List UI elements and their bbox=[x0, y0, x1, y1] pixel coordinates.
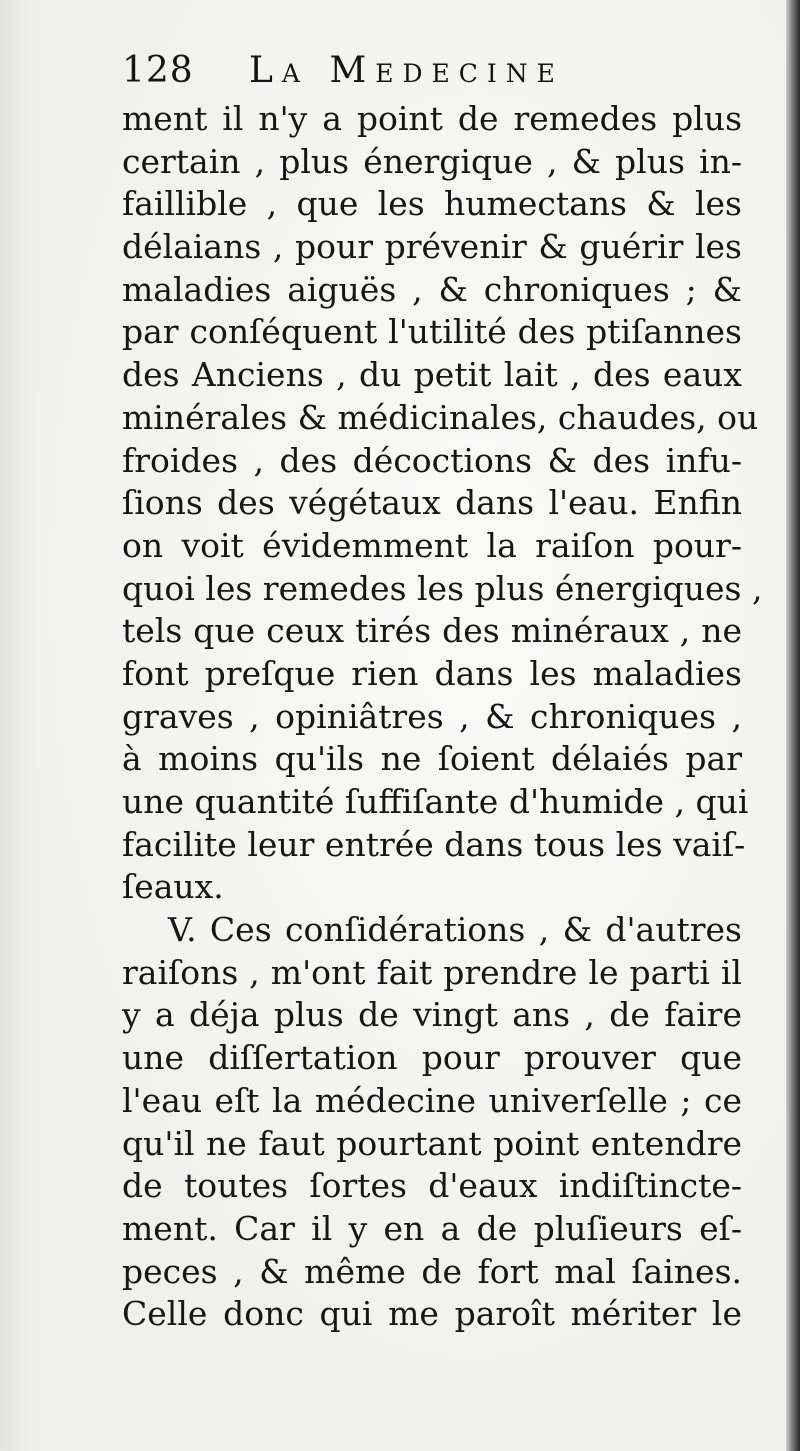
text-line: de toutes ſortes d'eaux indiſtincte- bbox=[122, 1166, 742, 1206]
page-number: 128 bbox=[122, 50, 194, 91]
text-line: graves , opiniâtres , & chroniques , bbox=[122, 696, 742, 736]
text-line: quoi les remedes les plus énergiques , bbox=[122, 568, 763, 608]
page-edge-shadow bbox=[786, 0, 800, 1451]
text-line: peces , & même de fort mal ſaines. bbox=[122, 1251, 742, 1291]
text-line: des Anciens , du petit lait , des eaux bbox=[122, 355, 742, 395]
text-line: Celle donc qui me paroît mériter le bbox=[122, 1294, 742, 1334]
running-title: La Medecine bbox=[249, 50, 564, 91]
text-line: délaians , pour prévenir & guérir les bbox=[122, 227, 742, 267]
text-line: font preſque rien dans les maladies bbox=[122, 653, 742, 693]
text-line: froides , des décoctions & des infu- bbox=[122, 440, 742, 480]
text-line: par conſéquent l'utilité des ptiſannes bbox=[122, 312, 742, 352]
text-line: on voit évidemment la raiſon pour- bbox=[122, 525, 742, 565]
text-line: faillible , que les humectans & les bbox=[122, 184, 742, 224]
text-line: minérales & médicinales, chaudes, ou bbox=[122, 397, 759, 437]
text-line: qu'il ne faut pourtant point entendre bbox=[122, 1123, 742, 1163]
body-text bbox=[122, 98, 763, 1336]
text-line: une diſſertation pour prouver que bbox=[122, 1038, 742, 1078]
text-line: à moins qu'ils ne ſoient délaiés par bbox=[122, 739, 742, 779]
text-line: une quantité ſuffiſante d'humide , qui bbox=[122, 782, 749, 821]
text-line: y a déja plus de vingt ans , de faire bbox=[122, 995, 742, 1035]
text-line: ment il n'y a point de remedes plus bbox=[122, 99, 742, 138]
text-line: tels que ceux tirés des minéraux , ne bbox=[122, 611, 742, 651]
paragraph-start-line: V. Ces conſidérations , & d'autres bbox=[168, 910, 742, 950]
text-line: ſions des végétaux dans l'eau. Enfin bbox=[122, 483, 742, 523]
text-line: maladies aiguës , & chroniques ; & bbox=[122, 269, 742, 309]
text-line: facilite leur entrée dans tous les vaiſ- bbox=[122, 824, 746, 864]
text-line: ment. Car il y en a de pluſieurs eſ- bbox=[122, 1208, 742, 1248]
text-line: certain , plus énergique , & plus in- bbox=[122, 141, 742, 181]
text-line: l'eau eſt la médecine univerſelle ; ce bbox=[122, 1080, 742, 1120]
text-line: ſeaux. bbox=[122, 867, 224, 907]
text-line: raiſons , m'ont fait prendre le parti il bbox=[122, 952, 742, 992]
